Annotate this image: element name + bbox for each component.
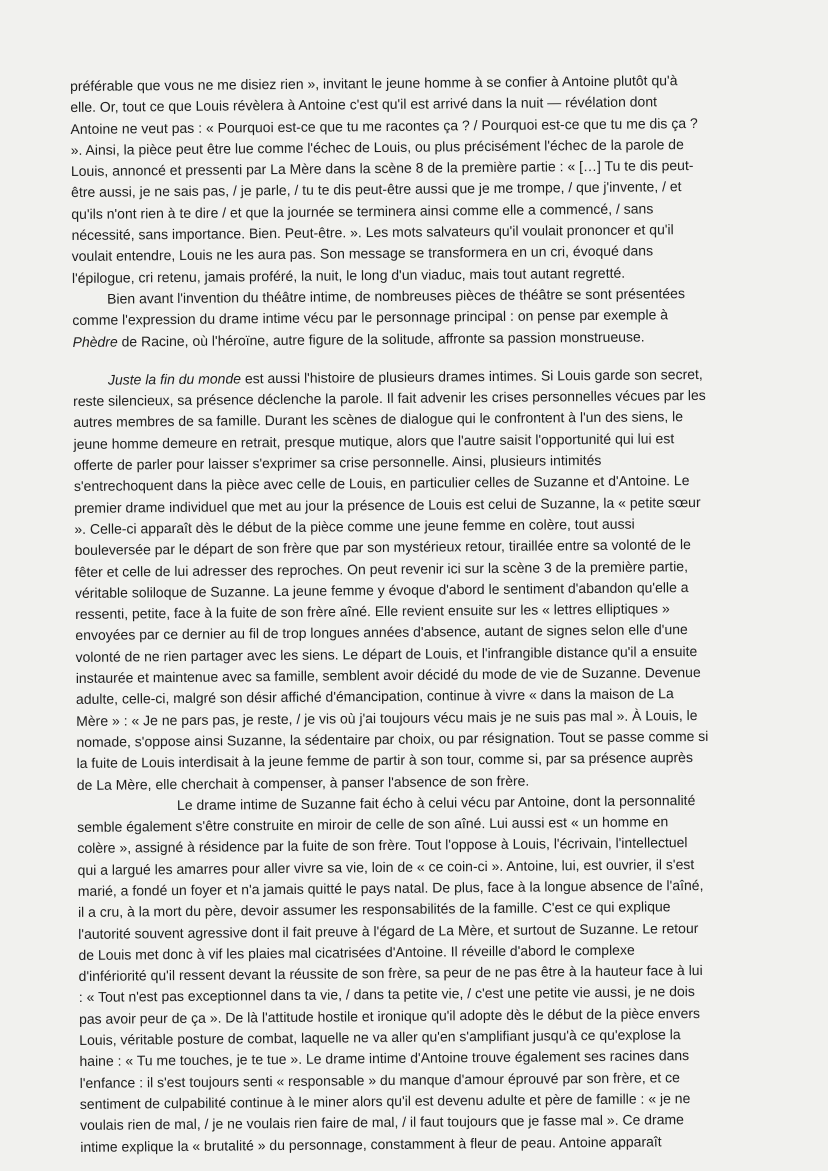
text-segment: bouleversée par le départ de son frère que par son mystérieux retour, tiraillée entre sa volonté de le (74, 536, 691, 559)
text-segment: de Racine, où l'héroïne, autre figure de la solitude, affronte sa passion monstrueuse. (117, 328, 645, 350)
text-segment: nomade, s'oppose ainsi Suzanne, la sédentaire par choix, ou par résignation. Tout se passe comme si (76, 727, 709, 750)
text-segment: semble également s'être construite en miroir de celle de son aîné. Lui aussi est « un homme en (77, 813, 669, 836)
text-segment: ». Ainsi, la pièce peut être lue comme l'échec de Louis, ou plus précisément l'échec de la parole de (70, 136, 684, 158)
text-segment: fêter et celle de lui adresser des reproches. On peut revenir ici sur la scène 3 de la première partie, (74, 557, 689, 580)
text-segment: Antoine ne veut pas : « Pourquoi est-ce que tu me racontes ça ? / Pourquoi est-ce que tu me dis ça ? (70, 114, 698, 137)
text-segment: ressenti, petite, face à la fuite de son frère aîné. Elle revient ensuite sur les « lettres elliptiques » (75, 600, 670, 623)
text-segment: Le drame intime de Suzanne fait écho à celui vécu par Antoine, dont la personnalité (176, 791, 696, 813)
text-segment: qu'ils n'ont rien à te dire / et que la journée se terminera ainsi comme elle a commencé, / sans (71, 200, 654, 222)
text-segment: offerte de parler pour laisser s'exprimer sa crise personnelle. Ainsi, plusieurs intimités (73, 451, 602, 474)
text-segment: marié, a fondé un foyer et n'a jamais quitté le pays natal. De plus, face à la longue absence de l'aîné, (77, 876, 704, 899)
text-segment: reste silencieux, sa présence déclenche la parole. Il fait advenir les crises personnelles vécues par les (73, 387, 706, 410)
text-segment: colère », assigné à résidence par la fuite de son frère. Tout l'oppose à Louis, l'écrivain, l'intellectuel (77, 834, 688, 857)
text-segment: l'enfance : il s'est toujours senti « responsable » du manque d'amour éprouvé par son frère, et ce (79, 1068, 680, 1091)
text-segment: elle. Or, tout ce que Louis révèlera à Antoine c'est qu'il est arrivé dans la nuit — révélation dont (70, 93, 658, 116)
text-segment: il a cru, à la mort du père, devoir assumer les responsabilités de la famille. C'est ce qui explique (77, 898, 671, 921)
text-segment: de Louis met donc à vif les plaies mal cicatrisées d'Antoine. Il réveille d'abord le complexe (78, 941, 635, 963)
text-segment: Louis, véritable posture de combat, laquelle ne va aller qu'en s'amplifiant jusqu'à ce qu'explose la (79, 1026, 681, 1049)
text-segment: Louis, annoncé et pressenti par La Mère dans la scène 8 de la première partie : « […] Tu te dis peut- (70, 157, 694, 180)
text-segment: la fuite de Louis interdisait à la jeune femme de partir à son tour, comme si, par sa présence auprès (76, 749, 693, 772)
text-segment: véritable soliloque de Suzanne. La jeune femme y évoque d'abord le sentiment d'abandon qu'elle a (74, 578, 689, 601)
text-segment: autres membres de sa famille. Durant les scènes de dialogue qui le confrontent à l'un des siens, le (73, 408, 684, 431)
text-segment: comme l'expression du drame intime vécu par le personnage principal : on pense par exemple à (72, 306, 669, 329)
text-segment: adulte, celle-ci, malgré son désir affiché d'émancipation, continue à vivre « dans la maison de La (75, 685, 674, 708)
text-segment: de La Mère, elle cherchait à compenser, à panser l'absence de son frère. (76, 772, 530, 793)
text-segment: : « Tout n'est pas exceptionnel dans ta vie, / dans ta petite vie, / c'est une petite vie aussi, je ne dois (78, 983, 695, 1006)
text-segment: sentiment de culpabilité continue à le miner alors qu'il est devenu adulte et père de famille : « je ne (79, 1090, 691, 1112)
text-segment: s'entrechoquent dans la pièce avec celle de Louis, en particulier celles de Suzanne et d'Antoine. Le (73, 472, 690, 495)
text-segment: premier drame individuel que met au jour la présence de Louis est celui de Suzanne, la « petite sœur (74, 493, 701, 516)
text-segment: l'autorité souvent agressive dont il fait preuve à l'égard de La Mère, et surtout de Suzanne. Le retour (78, 919, 699, 942)
text-segment: est aussi l'histoire de plusieurs drames intimes. Si Louis garde son secret, (240, 365, 703, 387)
text-segment: instaurée et maintenue avec sa famille, semblent avoir décidé du mode de vie de Suzanne. Devenue (75, 663, 701, 686)
text-segment: intime explique la « brutalité » du personnage, constamment à fleur de peau. Antoine apparaît (80, 1132, 662, 1155)
text-segment: pas avoir peur de ça ». De là l'attitude hostile et ironique qu'il adopte dès le début de la pièce envers (78, 1004, 701, 1027)
text-segment: Mère » : « Je ne pars pas, je reste, / je vis où j'ai toujours vécu mais je ne suis pas mal ». À Louis, le (76, 706, 698, 729)
text-segment: jeune homme demeure en retrait, presque mutique, alors que l'autre saisit l'opportunité qui lui est (73, 429, 675, 452)
text-segment: voulait entendre, Louis ne les aura pas. Son message se transformera en un cri, évoqué dans (71, 242, 654, 265)
italic-title: Juste la fin du monde (107, 370, 242, 388)
text-segment: qui a largué les amarres pour aller vivre sa vie, loin de « ce coin-ci ». Antoine, lui, est ouvrier, il s'est (77, 855, 695, 878)
text-segment: envoyées par ce dernier au fil de trop longues années d'absence, autant de signes selon elle d'une (75, 621, 688, 644)
text-segment: Bien avant l'invention du théâtre intime, de nombreuses pièces de théâtre se sont présentées (107, 285, 686, 307)
text-segment: voulais rien de mal, / je ne voulais rien faire de mal, / il faut toujours que je fasse mal ». Ce drame (79, 1111, 684, 1134)
text-segment: volonté de ne rien partager avec les siens. Le départ de Louis, et l'infrangible distance qu'il a ensuite (75, 642, 698, 665)
text-segment: préférable que vous ne me disiez rien », invitant le jeune homme à se confier à Antoine plutôt qu'à (70, 72, 678, 94)
document-body-text (70, 69, 792, 1158)
text-segment: nécessité, sans importance. Bien. Peut-être. ». Les mots salvateurs qu'il voulait prononcer et qu'il (71, 221, 674, 244)
text-segment: haine : « Tu me touches, je te tue ». Le drame intime d'Antoine trouve également ses racines dans (79, 1047, 690, 1070)
text-segment: être aussi, je ne sais pas, / je parle, / tu te dis peut-être aussi que je me trompe, / que j'invente, / et (71, 178, 682, 201)
text-segment: l'épilogue, cri retenu, jamais proféré, la nuit, le long d'un viaduc, mais tout autant regretté. (71, 264, 626, 286)
text-segment: d'infériorité qu'il ressent devant la réussite de son frère, sa peur de ne pas être à la hauteur face à lui (78, 962, 703, 985)
italic-title: Phèdre (72, 333, 118, 350)
text-segment: ». Celle-ci apparaît dès le début de la pièce comme une jeune femme en colère, tout aussi (74, 515, 635, 537)
